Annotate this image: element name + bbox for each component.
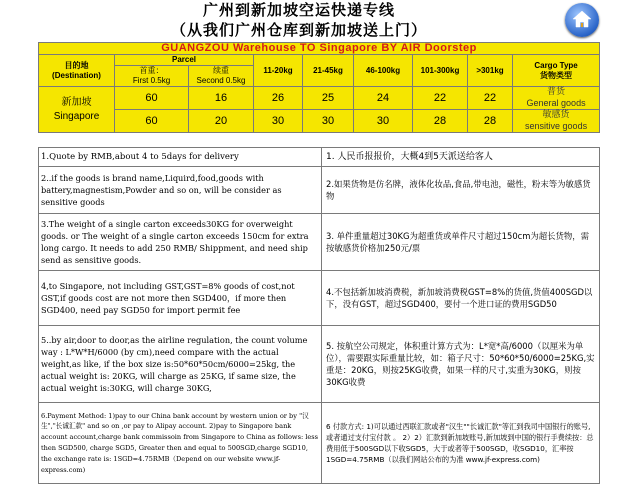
note-zh: 3. 单件重量超过30KG为超重货或单件尺寸超过150cm为超长货物，需按敏感货价格加250元/票 — [322, 214, 600, 271]
band-price: 22 — [413, 87, 468, 110]
note-en: 2..if the goods is brand name,Liquird,food,goods with battery,magnestism,Powder and so on, will be consider as sensitive goods — [39, 167, 322, 214]
band-price: 28 — [413, 110, 468, 133]
note-row — [39, 214, 600, 271]
price-row-general — [39, 87, 600, 110]
band-price: 30 — [254, 110, 303, 133]
note-row — [39, 403, 600, 484]
band-header: 21-45kg — [303, 55, 354, 87]
note-row — [39, 326, 600, 403]
band-price: 28 — [468, 110, 513, 133]
cargo-type-cn: 敏感货 — [542, 110, 570, 120]
parcel-header: Parcel — [115, 55, 254, 66]
destination-cell: 新加坡 Singapore — [39, 87, 115, 133]
note-en: 3.The weight of a single carton exceeds30KG for overweight goods. or The weight of a single carton exceeds 150cm for extra long cargo. It needs to add 250 RMB/ Shippment, and need ship send as sensitive goods. — [39, 214, 322, 271]
note-en: 4,to Singapore, not including GST,GST=8% goods of cost,not GST,if goods cost are not more then SGD400，if more then SGD400, need pay SGD50 for import permit fee — [39, 271, 322, 326]
band-header: 46-100kg — [354, 55, 413, 87]
cargo-type-cn: 普货 — [547, 87, 566, 97]
note-zh: 6 付款方式: 1)可以通过西联汇款或者"汉生""长诚汇款"等汇到我司中国银行的账号,或者通过支付宝付款 。 2）2）汇款到新加坡账号,新加坡到中国的银行手费续按：总费用低于500SGD以下收SGD5，大于或者等于500SGD，收SGD10，汇率按1SGD=4.75RMB（以我们网站公布的为准 www.jf-express.com) — [322, 403, 600, 484]
note-en: 1.Quote by RMB,about 4 to 5days for delivery — [39, 148, 322, 167]
band-price: 26 — [254, 87, 303, 110]
second-weight-price: 16 — [189, 87, 254, 110]
home-icon — [572, 9, 592, 29]
second-weight-price: 20 — [189, 110, 254, 133]
band-price: 24 — [354, 87, 413, 110]
note-row — [39, 148, 600, 167]
band-header: 11-20kg — [254, 55, 303, 87]
cargo-type-general — [513, 87, 600, 110]
rate-table — [38, 42, 600, 133]
note-en: 5..by air,door to door,as the airline regulation, the count volume way : L*W*H/6000 (by cm),need compare with the actual weight,as like, if the box size is:50*60*50cm/6000=25kg, the actual weight is: 20KG, will charge as 25KG, if same size, the actual weight is:30KG, will charge 30KG, — [39, 326, 322, 403]
band-price: 30 — [303, 110, 354, 133]
band-header: >301kg — [468, 55, 513, 87]
header-row-1 — [39, 55, 600, 66]
price-row-sensitive — [39, 110, 600, 133]
first-weight-price: 60 — [115, 110, 189, 133]
banner-row — [39, 43, 600, 55]
band-header: 101-300kg — [413, 55, 468, 87]
second-weight-header: 续重 Second 0.5kg — [189, 66, 254, 87]
note-en: 6.Payment Method: 1)pay to our China bank account by western union or by "汉生","长诚汇款" and so on ,or pay to Alipay account. 2)pay to Singapore bank account account,charge bank commissoin from Singapore to China as follows: less then SGD500, charge SGD5, Greater then and equal to 500SGD,charge SGD10, the exchange rate is: 1SGD=4.75RMB（Depend on our website www.jf-express.com) — [39, 403, 322, 484]
home-button[interactable] — [565, 3, 599, 37]
note-zh: 5. 按航空公司规定，体积重计算方式为：L*宽*高/6000（以厘米为单位），需要跟实际重量比较，如：箱子尺寸：50*60*50/6000=25KG,实重是：20KG，则按25KG收费，如果一样的尺寸,实重为30KG，则按30KG收费 — [322, 326, 600, 403]
first-weight-price: 60 — [115, 87, 189, 110]
banner: GUANGZOU Warehouse TO Singapore BY AIR Doorstep — [39, 43, 600, 55]
note-zh: 1. 人民币报报价，大概4到5天派送给客人 — [322, 148, 600, 167]
band-price: 30 — [354, 110, 413, 133]
note-zh: 4.不包括新加坡消费税，新加坡消费税GST=8%的货值,货值400SGD以下，没有GST，超过SGD400，要付一个进口证的费用SGD50 — [322, 271, 600, 326]
page-header — [38, 0, 560, 42]
cargo-type-sensitive — [513, 110, 600, 133]
band-price: 22 — [468, 87, 513, 110]
notes-table — [38, 147, 600, 484]
note-zh: 2.如果货物是仿名牌，液体化妆品,食品,带电池，磁性，粉末等为敏感货物 — [322, 167, 600, 214]
band-price: 25 — [303, 87, 354, 110]
destination-header: 目的地 (Destination) — [39, 55, 115, 87]
first-weight-header: 首重： First 0.5kg — [115, 66, 189, 87]
cargo-type-en: sensitive goods — [525, 121, 588, 131]
note-row — [39, 167, 600, 214]
page-title: 广州到新加坡空运快递专线 — [202, 1, 395, 19]
cargo-type-en: General goods — [526, 98, 586, 108]
note-row — [39, 271, 600, 326]
page-subtitle: （从我们广州仓库到新加坡送上门） — [170, 21, 427, 39]
cargo-type-header: Cargo Type 货物类型 — [513, 55, 600, 87]
